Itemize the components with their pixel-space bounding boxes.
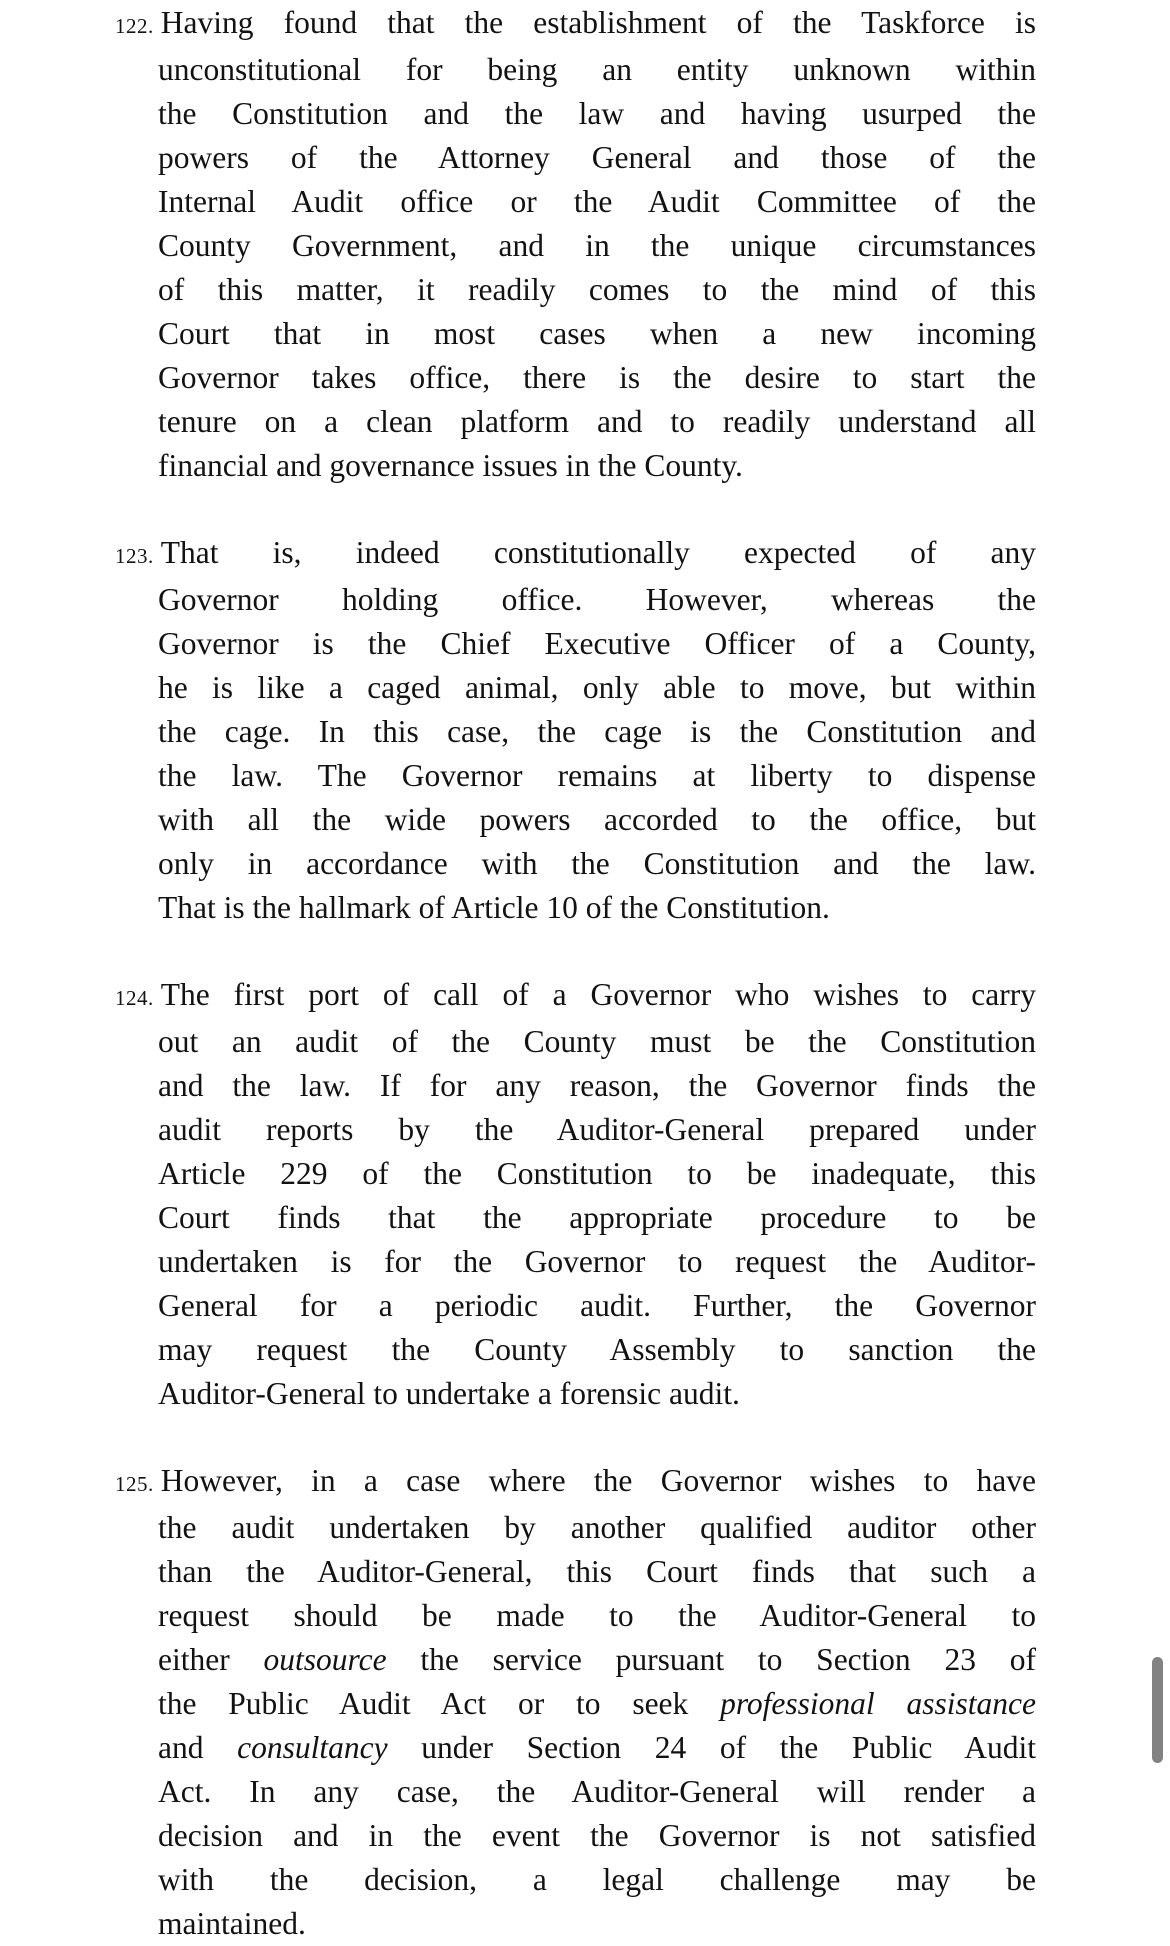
text-line bbox=[158, 1020, 1036, 1064]
text-segment: with the decision, a legal challenge may be bbox=[158, 1862, 1036, 1897]
text-segment: However, in a case where the Governor wishes to have bbox=[160, 1463, 1036, 1498]
paragraph bbox=[115, 531, 1036, 930]
text-segment: the Public Audit Act or to seek bbox=[158, 1686, 721, 1721]
text-segment: out an audit of the County must be the Constitution bbox=[158, 1024, 1036, 1059]
text-line bbox=[115, 531, 1036, 578]
italic-text-segment: professional assistance bbox=[720, 1686, 1036, 1721]
text-segment: Having found that the establishment of the Taskforce is bbox=[160, 5, 1036, 40]
text-segment: undertaken is for the Governor to request the Auditor- bbox=[158, 1244, 1036, 1279]
text-line bbox=[158, 666, 1036, 710]
text-line bbox=[158, 1814, 1036, 1858]
text-segment: and bbox=[158, 1730, 238, 1765]
text-line bbox=[158, 754, 1036, 798]
text-line bbox=[158, 1284, 1036, 1328]
text-segment: Act. In any case, the Auditor-General will render a bbox=[158, 1774, 1036, 1809]
text-line bbox=[158, 578, 1036, 622]
text-line bbox=[158, 886, 1036, 930]
paragraph-number: 125. bbox=[115, 1472, 154, 1496]
text-segment: with all the wide powers accorded to the office, but bbox=[158, 802, 1036, 837]
italic-text-segment: outsource bbox=[263, 1642, 387, 1677]
text-line bbox=[115, 1459, 1036, 1506]
text-line bbox=[158, 1328, 1036, 1372]
text-segment: either bbox=[158, 1642, 264, 1677]
scrollbar-thumb[interactable] bbox=[1152, 1657, 1163, 1763]
text-line bbox=[158, 1108, 1036, 1152]
text-segment: General for a periodic audit. Further, the Governor bbox=[158, 1288, 1036, 1323]
paragraph bbox=[115, 1459, 1036, 1946]
text-segment: That is, indeed constitutionally expected of any bbox=[160, 535, 1036, 570]
text-line bbox=[115, 1, 1036, 48]
text-segment: Governor takes office, there is the desire to start the bbox=[158, 360, 1036, 395]
text-segment: powers of the Attorney General and those of the bbox=[158, 140, 1036, 175]
italic-text-segment: consultancy bbox=[237, 1730, 388, 1765]
text-line bbox=[158, 1240, 1036, 1284]
text-line bbox=[158, 1152, 1036, 1196]
text-segment: Internal Audit office or the Audit Committee of the bbox=[158, 184, 1036, 219]
text-segment: unconstitutional for being an entity unknown within bbox=[158, 52, 1036, 87]
text-line bbox=[158, 1682, 1036, 1726]
text-segment: Article 229 of the Constitution to be inadequate, this bbox=[158, 1156, 1036, 1191]
text-segment: the audit undertaken by another qualified auditor other bbox=[158, 1510, 1036, 1545]
text-line bbox=[158, 1638, 1036, 1682]
text-line bbox=[115, 973, 1036, 1020]
text-segment: audit reports by the Auditor-General prepared under bbox=[158, 1112, 1036, 1147]
text-segment: request should be made to the Auditor-General to bbox=[158, 1598, 1036, 1633]
text-line bbox=[158, 1858, 1036, 1902]
text-segment: may request the County Assembly to sanction the bbox=[158, 1332, 1036, 1367]
text-segment: That is the hallmark of Article 10 of the Constitution. bbox=[158, 890, 830, 925]
text-segment: tenure on a clean platform and to readily understand all bbox=[158, 404, 1036, 439]
paragraph bbox=[115, 973, 1036, 1416]
text-segment: County Government, and in the unique circumstances bbox=[158, 228, 1036, 263]
text-segment: Governor holding office. However, whereas the bbox=[158, 582, 1036, 617]
text-segment: and the law. If for any reason, the Governor finds the bbox=[158, 1068, 1036, 1103]
text-line bbox=[158, 180, 1036, 224]
text-segment: decision and in the event the Governor is not satisfied bbox=[158, 1818, 1036, 1853]
text-segment: Auditor-General to undertake a forensic audit. bbox=[158, 1376, 740, 1411]
text-line bbox=[158, 136, 1036, 180]
text-line bbox=[158, 356, 1036, 400]
text-line bbox=[158, 1064, 1036, 1108]
text-line bbox=[158, 400, 1036, 444]
text-segment: maintained. bbox=[158, 1906, 306, 1941]
text-segment: Court finds that the appropriate procedure to be bbox=[158, 1200, 1036, 1235]
text-line bbox=[158, 622, 1036, 666]
text-line bbox=[158, 798, 1036, 842]
text-line bbox=[158, 1550, 1036, 1594]
text-segment: the law. The Governor remains at liberty to dispense bbox=[158, 758, 1036, 793]
text-line bbox=[158, 224, 1036, 268]
text-segment: the service pursuant to Section 23 of bbox=[386, 1642, 1036, 1677]
text-line bbox=[158, 48, 1036, 92]
text-line bbox=[158, 1726, 1036, 1770]
text-line bbox=[158, 1770, 1036, 1814]
text-segment: the cage. In this case, the cage is the Constitution and bbox=[158, 714, 1036, 749]
text-segment: Court that in most cases when a new incoming bbox=[158, 316, 1036, 351]
paragraph-number: 123. bbox=[115, 544, 154, 568]
text-line bbox=[158, 268, 1036, 312]
text-segment: of this matter, it readily comes to the mind of this bbox=[158, 272, 1036, 307]
text-segment: only in accordance with the Constitution and the law. bbox=[158, 846, 1036, 881]
text-line bbox=[158, 444, 1036, 488]
text-line bbox=[158, 1196, 1036, 1240]
text-segment: under Section 24 of the Public Audit bbox=[387, 1730, 1036, 1765]
text-segment: he is like a caged animal, only able to move, but within bbox=[158, 670, 1036, 705]
text-segment: the Constitution and the law and having usurped the bbox=[158, 96, 1036, 131]
text-line bbox=[158, 92, 1036, 136]
text-line bbox=[158, 1372, 1036, 1416]
text-segment: financial and governance issues in the County. bbox=[158, 448, 743, 483]
text-line bbox=[158, 842, 1036, 886]
text-segment: Governor is the Chief Executive Officer of a County, bbox=[158, 626, 1036, 661]
paragraph bbox=[115, 1, 1036, 488]
text-segment: The first port of call of a Governor who wishes to carry bbox=[160, 977, 1036, 1012]
text-line bbox=[158, 312, 1036, 356]
text-line bbox=[158, 1902, 1036, 1946]
judgment-text-body bbox=[115, 1, 1036, 1946]
paragraph-number: 122. bbox=[115, 14, 154, 38]
paragraph-number: 124. bbox=[115, 986, 154, 1010]
text-segment: than the Auditor-General, this Court finds that such a bbox=[158, 1554, 1036, 1589]
text-line bbox=[158, 1506, 1036, 1550]
text-line bbox=[158, 1594, 1036, 1638]
text-line bbox=[158, 710, 1036, 754]
